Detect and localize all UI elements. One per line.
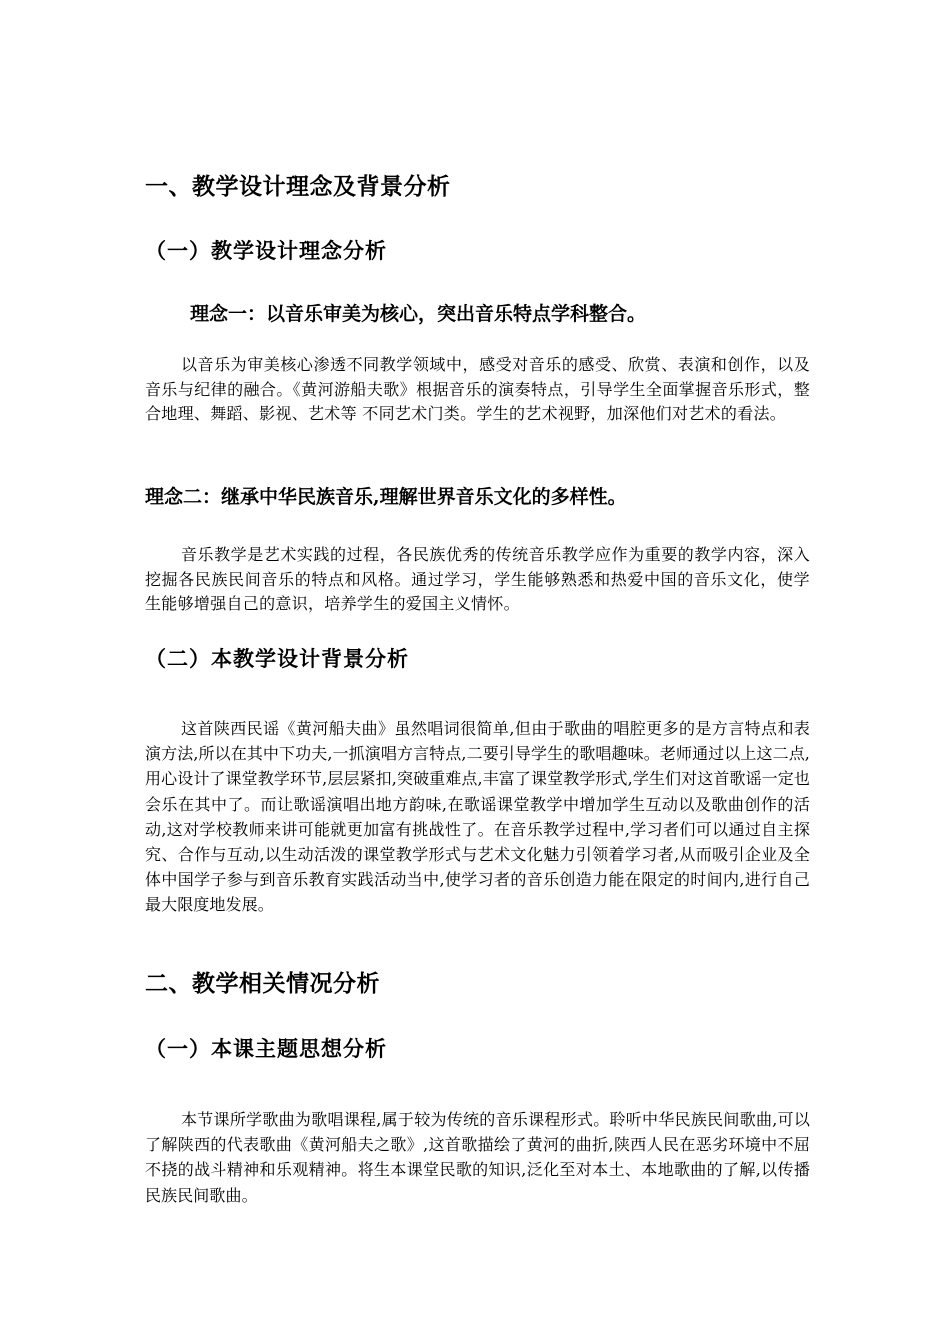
idea-1-paragraph: 以音乐为审美核心渗透不同教学领域中，感受对音乐的感受、欣赏、表演和创作，以及音乐与纪律的融合。《黄河游船夫歌》根据音乐的演奏特点，引导学生全面掌握音乐形式，整合地理、舞蹈、影视、艺术等 不同艺术门类。学生的艺术视野，加深他们对艺术的看法。	[145, 355, 810, 423]
section-1-sub2-title: （二）本教学设计背景分析	[145, 646, 409, 671]
theme-paragraph: 本节课所学歌曲为歌唱课程,属于较为传统的音乐课程形式。聆听中华民族民间歌曲,可以了解陕西的代表歌曲《黄河船夫之歌》,这首歌描绘了黄河的曲折,陕西人民在恶劣环境中不屈不挠的战斗精神和乐观精神。将生本课堂民歌的知识,泛化至对本土、本地歌曲的了解,以传播民族民间歌曲。	[145, 1110, 810, 1205]
section-1-heading: 一、教学设计理念及背景分析	[145, 174, 451, 200]
section-2-heading: 二、教学相关情况分析	[145, 971, 380, 997]
idea-2-paragraph: 音乐教学是艺术实践的过程，各民族优秀的传统音乐教学应作为重要的教学内容，深入挖掘各民族民间音乐的特点和风格。通过学习，学生能够熟悉和热爱中国的音乐文化，使学生能够增强自己的意识，培养学生的爱国主义情怀。	[145, 545, 810, 613]
section-1-sub1-title: （一）教学设计理念分析	[145, 238, 387, 263]
idea-1-title: 理念一：以音乐审美为核心，突出音乐特点学科整合。	[190, 303, 647, 325]
background-paragraph: 这首陕西民谣《黄河船夫曲》虽然唱词很简单,但由于歌曲的唱腔更多的是方言特点和表演方法,所以在其中下功夫,一抓演唱方言特点,二要引导学生的歌唱趣味。老师通过以上这二点,用心设计了课堂教学环节,层层紧扣,突破重难点,丰富了课堂教学形式,学生们对这首歌谣一定也会乐在其中了。而让歌谣演唱出地方韵味,在歌谣课堂教学中增加学生互动以及歌曲创作的活动,这对学校教师来讲可能就更加富有挑战性了。在音乐教学过程中,学习者们可以通过自主探究、合作与互动,以生动活泼的课堂教学形式与艺术文化魅力引领着学习者,从而吸引企业及全体中国学子参与到音乐教育实践活动当中,使学习者的音乐创造力能在限定的时间内,进行自己最大限度地发展。	[145, 719, 810, 915]
idea-2-title: 理念二：继承中华民族音乐,理解世界音乐文化的多样性。	[145, 486, 627, 508]
section-2-sub1-title: （一）本课主题思想分析	[145, 1036, 387, 1061]
